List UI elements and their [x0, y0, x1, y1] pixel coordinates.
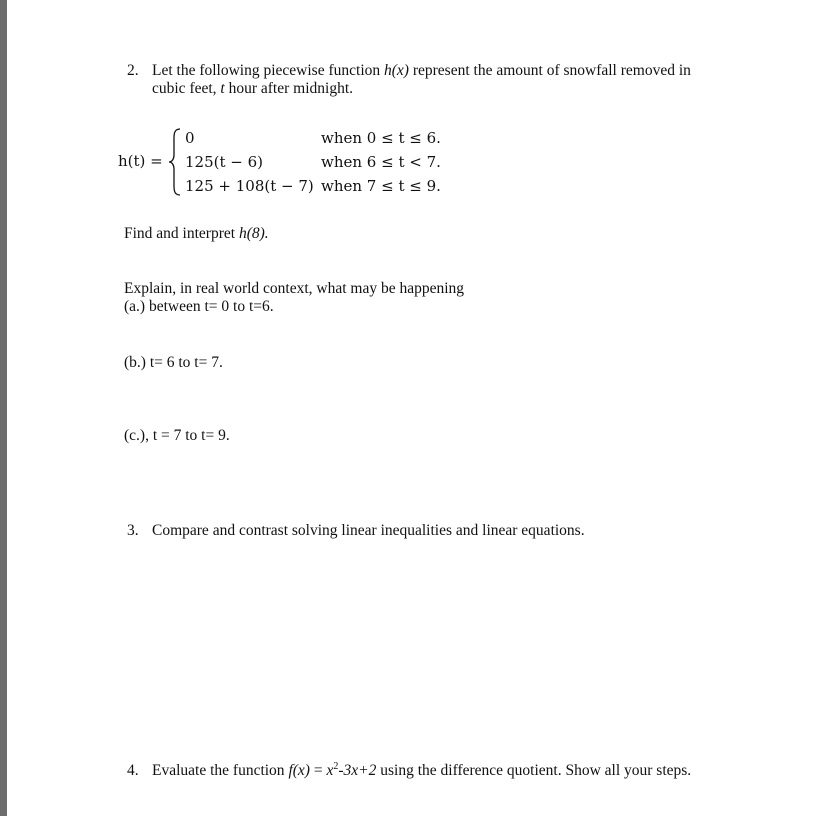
q3-number: 3.	[127, 522, 139, 539]
q2-number: 2.	[127, 62, 139, 79]
q4-number: 4.	[127, 762, 139, 779]
piecewise-lhs: h(t) =	[118, 152, 163, 170]
case3-expression: 125 + 108(t − 7)	[185, 177, 314, 195]
case2-condition: when 6 ≤ t < 7.	[321, 153, 441, 171]
case3-condition: when 7 ≤ t ≤ 9.	[321, 177, 441, 195]
part-a: (a.) between t= 0 to t=6.	[124, 298, 274, 315]
left-window-edge	[0, 0, 7, 816]
part-c: (c.), t = 7 to t= 9.	[124, 427, 230, 444]
case1-expression: 0	[185, 129, 195, 147]
piecewise-brace	[168, 128, 182, 196]
find-interpret-prompt: Find and interpret h(8).	[124, 225, 269, 242]
q3-text: Compare and contrast solving linear inequalities and linear equations.	[152, 522, 585, 539]
case1-condition: when 0 ≤ t ≤ 6.	[321, 129, 441, 147]
q2-line2: cubic feet, t hour after midnight.	[152, 80, 354, 97]
q4-text: Evaluate the function $f(x) = x^2-3x+2$ using the difference quotient. Show all your steps.	[152, 760, 692, 779]
q2-line1: Let the following piecewise function h(x) represent the amount of snowfall removed in	[152, 62, 691, 79]
case2-expression: 125(t − 6)	[185, 153, 264, 171]
explain-prompt: Explain, in real world context, what may be happening	[124, 280, 465, 297]
part-b: (b.) t= 6 to t= 7.	[124, 354, 223, 371]
